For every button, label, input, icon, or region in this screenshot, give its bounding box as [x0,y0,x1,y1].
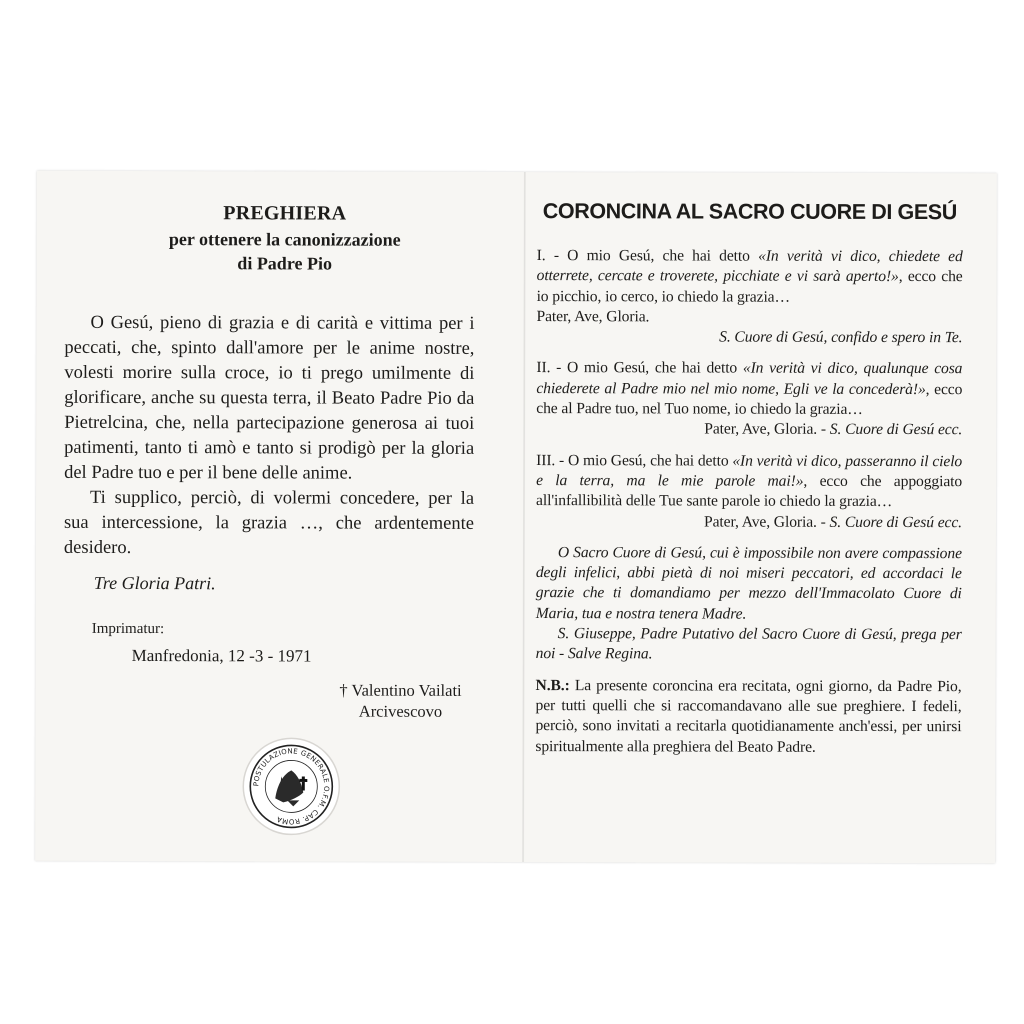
nota-bene [535,676,961,758]
item-1-tail: , ecco che io picchio, io cerco, io chiedo la grazia… [536,268,963,306]
item-1-invocation [536,327,962,348]
item-2-quote: «In verità vi dico, qualunque cosa chiederete al Padre mio nel mio nome, Egli ve la concederà!» [536,360,963,398]
item-3-closing [536,512,962,533]
sacred-heart-prayer [536,543,962,625]
prayer-title: PREGHIERA [223,202,347,225]
right-panel [535,172,967,863]
signer-title: Arcivescovo [358,701,443,721]
center-fold [522,172,526,862]
postulation-stamp [241,736,341,836]
item-2-tail: , ecco che al Padre tuo, nel Tuo nome, io chiedo la grazia… [536,380,963,418]
joseph-prayer [536,624,962,666]
item-1-quote: «In verità vi dico, chiedete ed otterrete, cercate e troverete, picchiate e vi sarà aperto!» [536,247,963,286]
coroncina-title: CORONCINA AL SACRO CUORE DI GESÚ [542,199,957,225]
prayer-paragraph-1: O Gesú, pieno di grazia e di carità e vittima per i peccati, che, spinto dall'amore per le anime nostre, volesti morire sulla croce, io ti prego umilmente di glorificare, anche su questa terra, il Beato Padre Pio da Pietrelcina, che, nella partecipazione generosa ai tuoi patimenti, tanto ti amò e tanto si prodigò per la gloria del Padre tuo e per il bene delle anime. [64,312,475,484]
item-1-invocation-text: S. Cuore di Gesú, confido e spero in Te. [719,328,963,347]
prayer-body [64,311,475,562]
left-panel [63,171,505,862]
item-2-prayers: Pater, Ave, Gloria. - [704,420,830,439]
item-2-invocation: S. Cuore di Gesú ecc. [829,421,963,439]
prayer-subtitle-line1: per ottenere la canonizzazione [168,229,401,250]
joseph-prayer-text: S. Giuseppe, Padre Putativo del Sacro Cuore di Gesú, prega per noi - Salve Regina. [535,625,962,663]
item-1-prayers: Pater, Ave, Gloria. [536,307,650,326]
prayer-card [35,171,997,864]
coroncina-item-2 [536,359,962,421]
nb-label: N.B.: [535,676,570,694]
prayer-subtitle-line2: di Padre Pio [237,253,333,274]
sacred-heart-prayer-text: O Sacro Cuore di Gesú, cui è impossibile non avere compassione degli infelici, abbi pietà di noi miseri peccatori, ed accordaci le grazie che ti domandiamo per mezzo dell'Immacolato Cuore di Maria, tua e nostra tenera Madre. [535,543,962,623]
item-3-prayers: Pater, Ave, Gloria. - [704,513,830,531]
coroncina-item-1 [537,246,963,308]
item-3-invocation: S. Cuore di Gesú ecc. [829,513,963,531]
prayer-subtitle [65,227,505,276]
closing-prayer: Tre Gloria Patri. [93,572,216,594]
nb-text: La presente coroncina era recitata, ogni giorno, da Padre Pio, per tutti quelli che si raccomandavano alle sue preghiere. I fedeli, perciò, sono invitati a recitarla quotidianamente anch'essi, per unirsi spiritualmente alla preghiera del Beato Padre. [535,676,962,756]
item-3-tail: , ecco che appoggiato all'infallibilità delle Tue sante parole io chiedo la grazia… [536,472,963,511]
signer-name: † Valentino Vailati [339,680,462,700]
item-3-lead: III. - O mio Gesú, che hai detto [536,451,733,470]
signature-block [325,680,475,722]
item-1-lead: I. - O mio Gesú, che hai detto [536,247,759,265]
item-3-quote: «In verità vi dico, passeranno il cielo e la terra, ma le mie parole mai!» [536,452,963,490]
coroncina-body [535,246,962,758]
stamp-seal-icon [241,736,341,836]
coroncina-item-3 [536,451,962,513]
imprimatur-place-date: Manfredonia, 12 -3 - 1971 [131,645,312,666]
imprimatur-label: Imprimatur: [91,620,165,638]
item-2-closing [536,419,962,440]
stamp-text: POSTULAZIONE GENERALE O.F.M. CAP. ROMA [252,747,331,826]
prayer-paragraph-2: Ti supplico, perciò, di volermi concedere, per la sua intercessione, la grazia …, che ardentemente desidero. [63,487,475,558]
item-2-lead: II. - O mio Gesú, che hai detto [536,359,743,378]
